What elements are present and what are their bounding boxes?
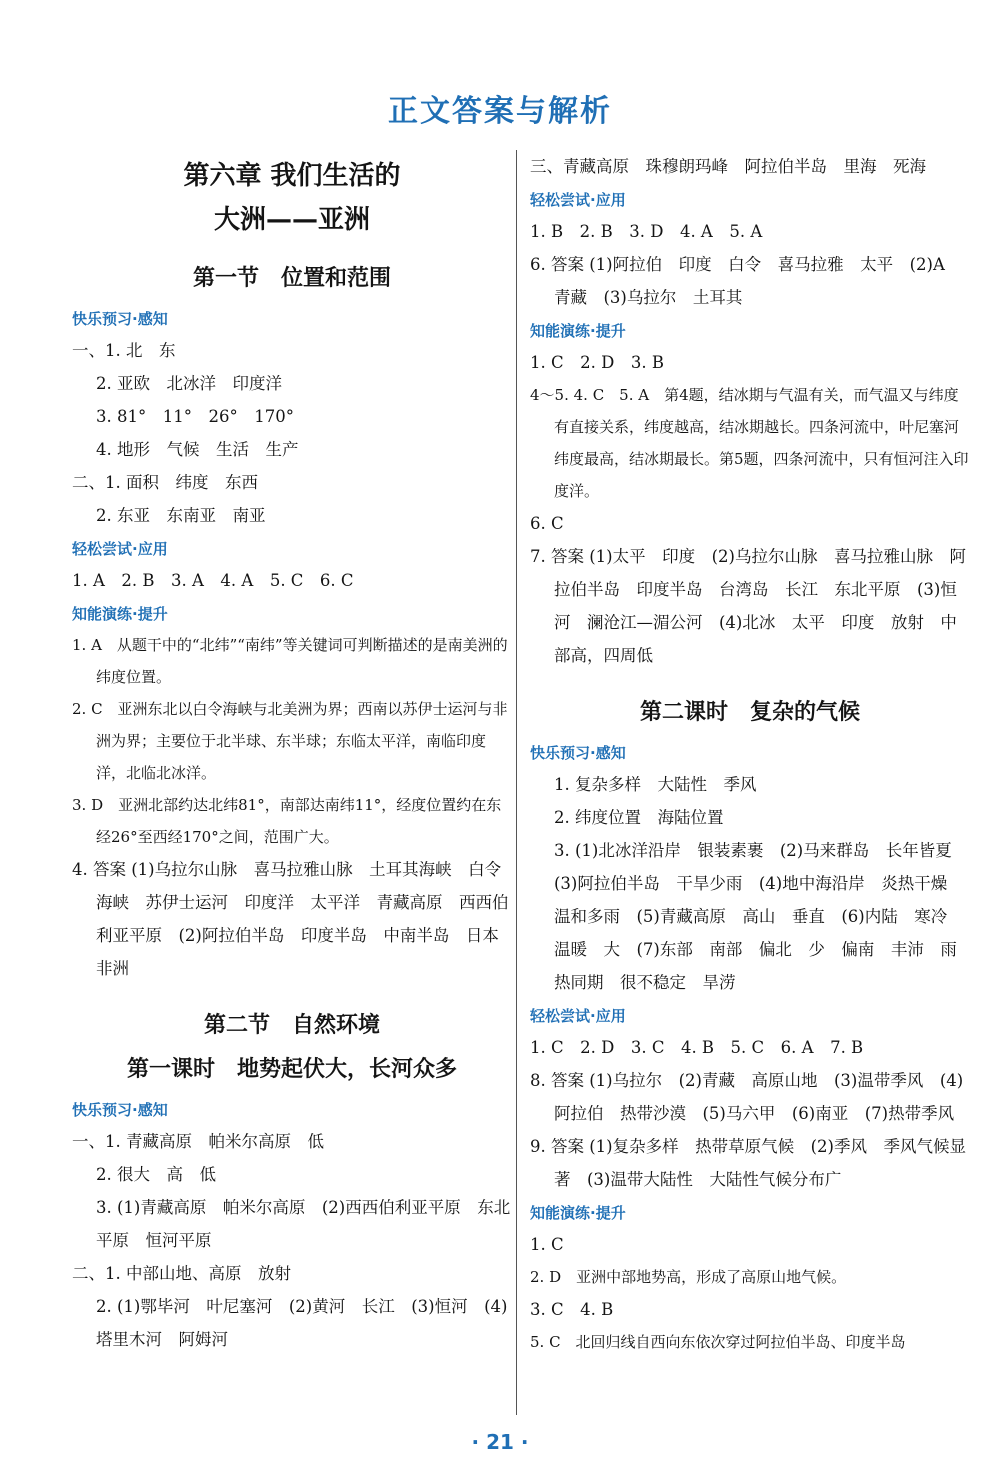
- answer-line: 三、青藏高原 珠穆朗玛峰 阿拉伯半岛 里海 死海: [530, 157, 926, 176]
- section-title: 第一节 位置和范围: [192, 266, 391, 291]
- answer-line: 1. A 2. B 3. A 4. A 5. C 6. C: [72, 571, 354, 590]
- answer-line: 6. 答案 (1)阿拉伯 印度 白令 喜马拉雅 太平 (2)A 青藏 (3)乌拉尔 土耳其: [530, 255, 962, 307]
- answer-explanation: 2. C 亚洲东北以白令海峡与北美洲为界；西南以苏伊士运河与非洲为界；主要位于北半球、东半球；东临太平洋，南临印度洋，北临北冰洋。: [72, 700, 508, 782]
- answer-line: 2. 东亚 东南亚 南亚: [96, 506, 266, 525]
- column-divider: [516, 150, 517, 1415]
- answer-line: 6. C: [530, 514, 564, 533]
- answer-line: 4. 地形 气候 生活 生产: [96, 440, 299, 459]
- answer-explanation: 3. D 亚洲北部约达北纬81°，南部达南纬11°，经度位置约在东经26°至西经170°之间，范围广大。: [72, 796, 502, 846]
- answer-line: 一、1. 北 东: [72, 341, 176, 360]
- answer-line: 1. 复杂多样 大陆性 季风: [554, 775, 757, 794]
- answer-line: 7. 答案 (1)太平 印度 (2)乌拉尔山脉 喜马拉雅山脉 阿拉伯半岛 印度半岛 台湾岛 长江 东北平原 (3)恒河 澜沧江—湄公河 (4)北冰 太平 印度 放射 中部高，四周低: [530, 547, 966, 665]
- page-title: 正文答案与解析: [388, 94, 612, 129]
- section-tag: 快乐预习·感知: [72, 310, 168, 328]
- answer-line: 1. C: [530, 1235, 564, 1254]
- section-tag: 知能演练·提升: [530, 322, 626, 340]
- answer-explanation: 5. C 北回归线自西向东依次穿过阿拉伯半岛、印度半岛: [530, 1333, 906, 1351]
- section-tag: 快乐预习·感知: [530, 744, 626, 762]
- answer-explanation: 1. A 从题干中的“北纬”“南纬”等关键词可判断描述的是南美洲的纬度位置。: [72, 636, 508, 686]
- section-tag: 轻松尝试·应用: [530, 191, 626, 209]
- answer-line: 一、1. 青藏高原 帕米尔高原 低: [72, 1132, 324, 1151]
- answer-line: 3. C 4. B: [530, 1300, 614, 1319]
- answer-line: 2. 纬度位置 海陆位置: [554, 808, 724, 827]
- lesson-title: 第一课时 地势起伏大，长河众多: [126, 1057, 457, 1082]
- left-column: [72, 150, 516, 1356]
- answer-explanation: 4～5. 4. C 5. A 第4题，结冰期与气温有关，而气温又与纬度有直接关系，纬度越高，结冰期越长。四条河流中，叶尼塞河纬度最高，结冰期最长。第5题，四条河流中，只有恒河注入印度洋。: [530, 386, 969, 500]
- right-column: [530, 150, 970, 1358]
- section-tag: 知能演练·提升: [72, 605, 168, 623]
- answer-line: 3. (1)北冰洋沿岸 银装素裹 (2)马来群岛 长年皆夏 (3)阿拉伯半岛 干旱少雨 (4)地中海沿岸 炎热干燥 温和多雨 (5)青藏高原 高山 垂直 (6)内陆 寒冷 温暖 大 (7)东部 南部 偏北 少 偏南 丰沛 雨热同期 很不稳定 旱涝: [554, 841, 969, 992]
- answer-line: 8. 答案 (1)乌拉尔 (2)青藏 高原山地 (3)温带季风 (4)阿拉伯 热带沙漠 (5)马六甲 (6)南亚 (7)热带季风: [530, 1071, 964, 1123]
- answer-line: 1. C 2. D 3. B: [530, 353, 664, 372]
- answer-line: 9. 答案 (1)复杂多样 热带草原气候 (2)季风 季风气候显著 (3)温带大陆性 大陆性气候分布广: [530, 1137, 966, 1189]
- answer-line: 3. (1)青藏高原 帕米尔高原 (2)西西伯利亚平原 东北平原 恒河平原: [96, 1198, 511, 1250]
- answer-line: 2. 很大 高 低: [96, 1165, 216, 1184]
- page-number: · 21 ·: [471, 1430, 529, 1454]
- section-tag: 知能演练·提升: [530, 1204, 626, 1222]
- answer-line: 3. 81° 11° 26° 170°: [96, 407, 294, 426]
- section-tag: 快乐预习·感知: [72, 1101, 168, 1119]
- answer-line: 二、1. 中部山地、高原 放射: [72, 1264, 291, 1283]
- answer-line: 二、1. 面积 纬度 东西: [72, 473, 258, 492]
- answer-line: 2. 亚欧 北冰洋 印度洋: [96, 374, 282, 393]
- answer-line: 1. B 2. B 3. D 4. A 5. A: [530, 222, 763, 241]
- answer-line: 1. C 2. D 3. C 4. B 5. C 6. A 7. B: [530, 1038, 864, 1057]
- chapter-title-line2: 大洲——亚洲: [213, 205, 370, 235]
- section-title: 第二节 自然环境: [203, 1013, 380, 1038]
- section-tag: 轻松尝试·应用: [72, 540, 168, 558]
- answer-line: 2. (1)鄂毕河 叶尼塞河 (2)黄河 长江 (3)恒河 (4)塔里木河 阿姆河: [96, 1297, 508, 1349]
- lesson-title: 第二课时 复杂的气候: [639, 700, 860, 725]
- answer-line: 4. 答案 (1)乌拉尔山脉 喜马拉雅山脉 土耳其海峡 白令海峡 苏伊士运河 印度洋 太平洋 青藏高原 西西伯利亚平原 (2)阿拉伯半岛 印度半岛 中南半岛 日本 非洲: [72, 860, 516, 978]
- chapter-title-line1: 第六章 我们生活的: [183, 161, 401, 191]
- answer-explanation: 2. D 亚洲中部地势高，形成了高原山地气候。: [530, 1268, 847, 1286]
- section-tag: 轻松尝试·应用: [530, 1007, 626, 1025]
